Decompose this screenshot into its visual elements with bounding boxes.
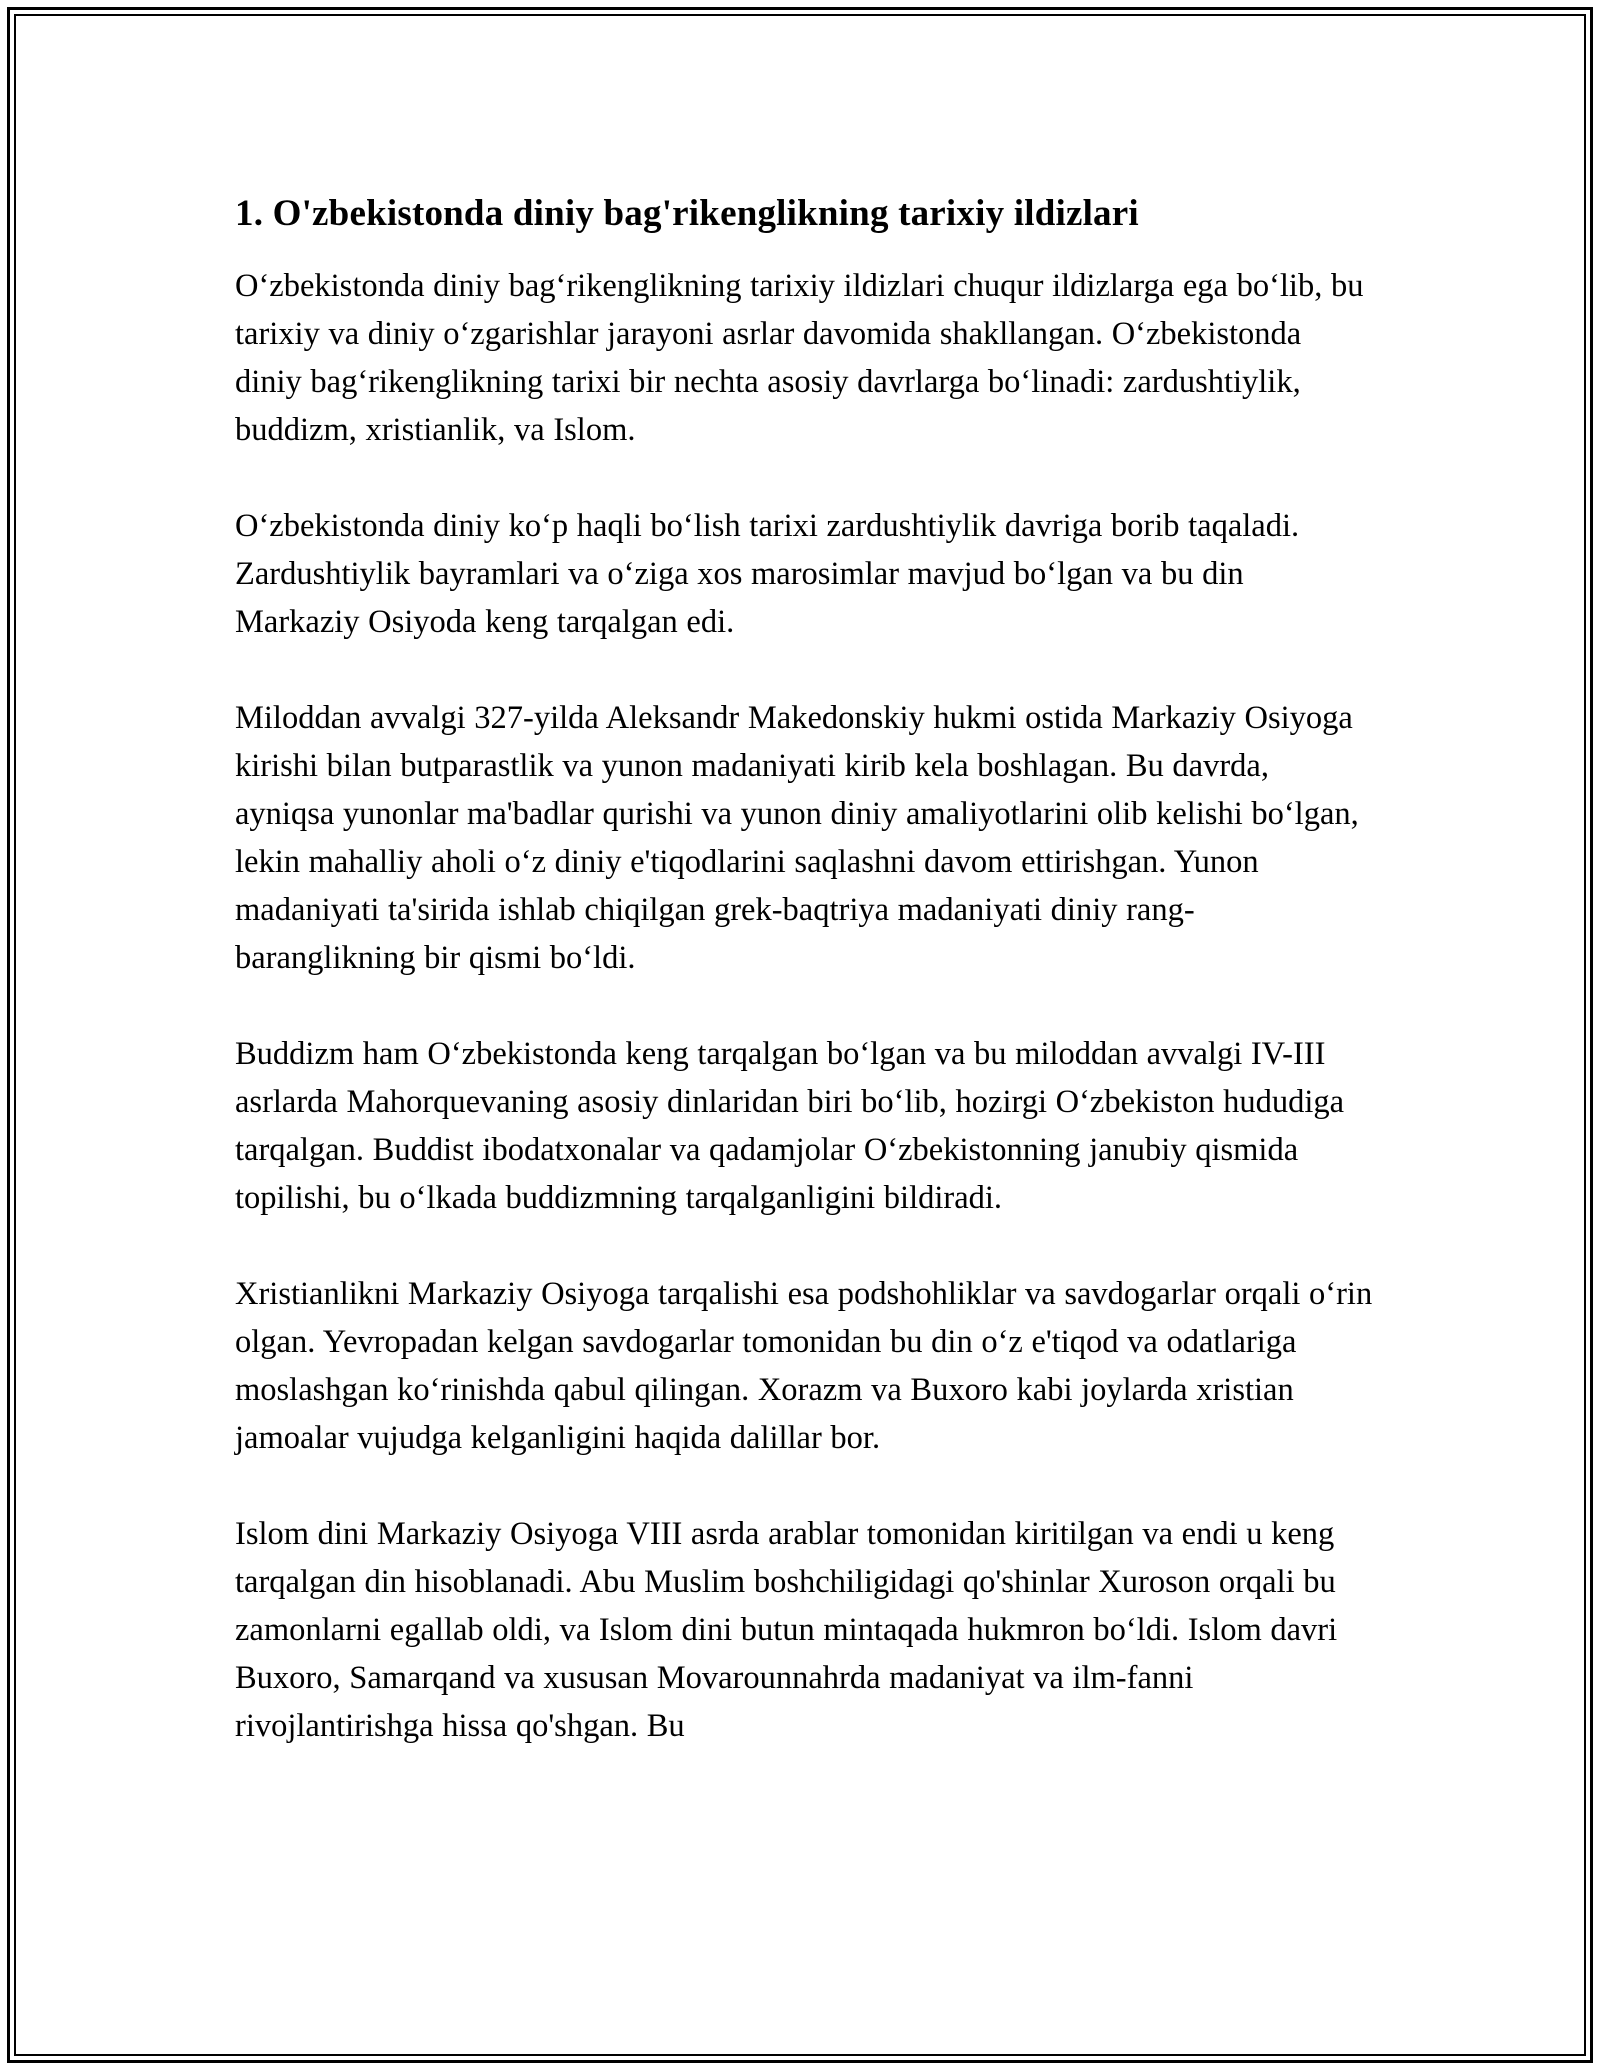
document-body [235, 188, 1375, 1798]
paragraph-christianity: Xristianlikni Markaziy Osiyoga tarqalishi esa podshohliklar va savdogarlar orqali o‘rin olgan. Yevropadan kelgan savdogarlar tomonidan bu din o‘z e'tiqod va odatlariga moslashgan ko‘rinishda qabul qilingan. Xorazm va Buxoro kabi joylarda xristian jamoalar vujudga kelganligini haqida dalillar bor. [235, 1276, 1373, 1456]
paragraph-intro: O‘zbekistonda diniy bag‘rikenglikning tarixiy ildizlari chuqur ildizlarga ega bo‘lib, bu tarixiy va diniy o‘zgarishlar jarayoni asrlar davomida shakllangan. O‘zbekistonda diniy bag‘rikenglikning tarixi bir nechta asosiy davrlarga bo‘linadi: zardushtiylik, buddizm, xristianlik, va Islom. [235, 268, 1364, 448]
paragraph-hellenism: Miloddan avvalgi 327-yilda Aleksandr Makedonskiy hukmi ostida Markaziy Osiyoga kirishi bilan butparastlik va yunon madaniyati kirib kela boshlagan. Bu davrda, ayniqsa yunonlar ma'badlar qurishi va yunon diniy amaliyotlarini olib kelishi bo‘lgan, lekin mahalliy aholi o‘z diniy e'tiqodlarini saqlashni davom ettirishgan. Yunon madaniyati ta'sirida ishlab chiqilgan grek-baqtriya madaniyati diniy rang-baranglikning bir qismi bo‘ldi. [235, 700, 1359, 976]
paragraph-zoroastrianism: O‘zbekistonda diniy ko‘p haqli bo‘lish tarixi zardushtiylik davriga borib taqaladi. Zardushtiylik bayramlari va o‘ziga xos marosimlar mavjud bo‘lgan va bu din Markaziy Osiyoda keng tarqalgan edi. [235, 508, 1300, 640]
paragraph-buddhism: Buddizm ham O‘zbekistonda keng tarqalgan bo‘lgan va bu miloddan avvalgi IV-III asrlarda Mahorquevaning asosiy dinlaridan biri bo‘lib, hozirgi O‘zbekiston hududiga tarqalgan. Buddist ibodatxonalar va qadamjolar O‘zbekistonning janubiy qismida topilishi, bu o‘lkada buddizmning tarqalganligini bildiradi. [235, 1036, 1345, 1216]
section-heading: 1. O'zbekistonda diniy bag'rikenglikning tarixiy ildizlari [235, 193, 1139, 234]
paragraph-islam: Islom dini Markaziy Osiyoga VIII asrda arablar tomonidan kiritilgan va endi u keng tarqalgan din hisoblanadi. Abu Muslim boshchiligidagi qo'shinlar Xuroson orqali bu zamonlarni egallab oldi, va Islom dini butun mintaqada hukmron bo‘ldi. Islom davri Buxoro, Samarqand va xususan Movarounnahrda madaniyat va ilm-fanni rivojlantirishga hissa qo'shgan. Bu [235, 1516, 1338, 1744]
